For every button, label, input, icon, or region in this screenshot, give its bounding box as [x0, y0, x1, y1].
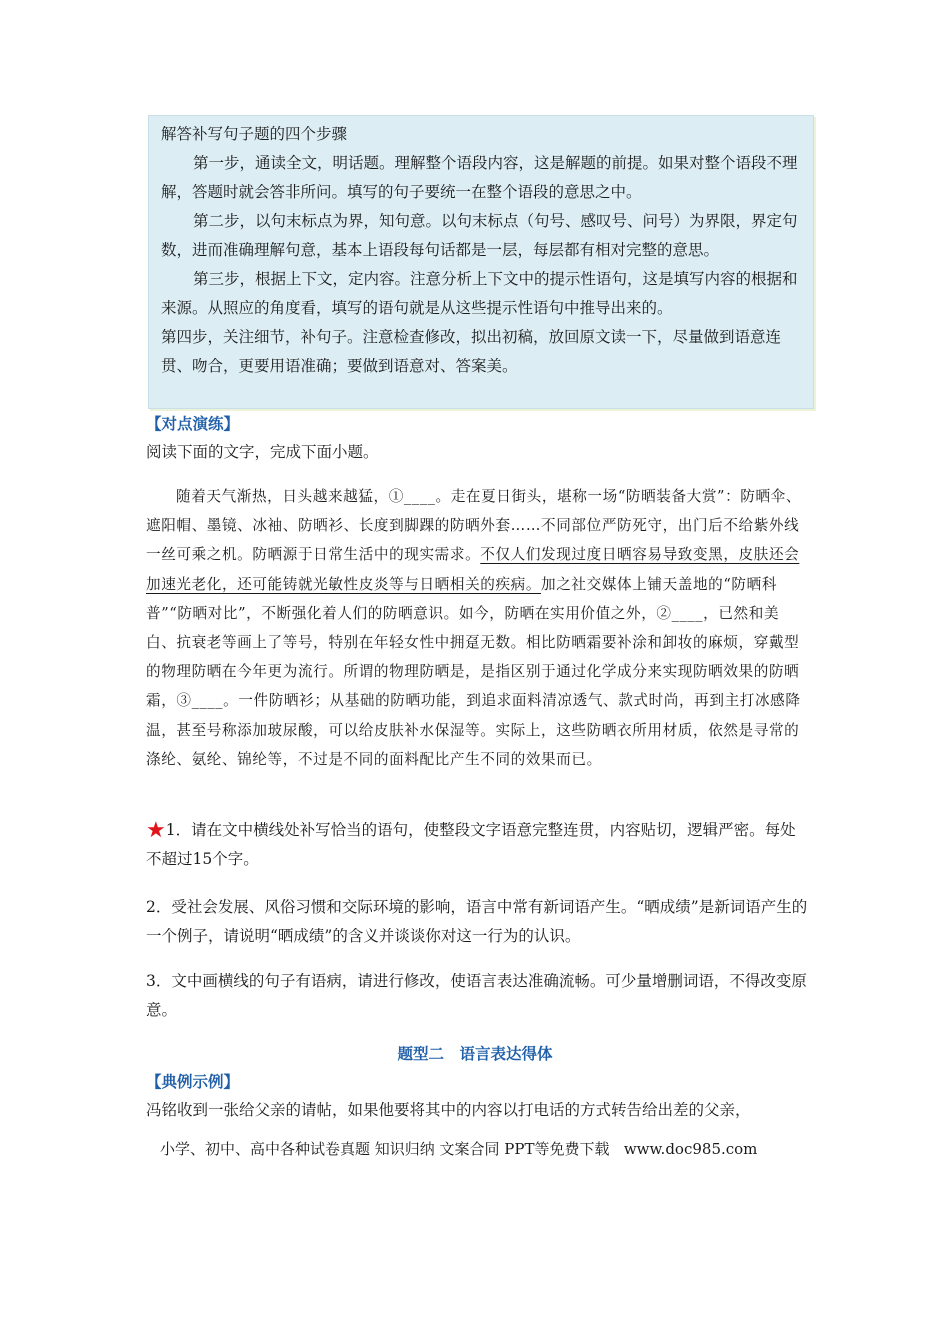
- passage-text-1: 随着天气渐热，日头越来越猛，①____。走在夏日街头，堪称一场“防晒装备大赏”：防晒伞、遮阳帽、墨镜、冰袖、防晒衫、长度到脚踝的防晒外套……不同部位严防死守，出门后不给紫外线一丝可乘之机。防晒源于日常生活中的现实需求。: [146, 488, 802, 564]
- reading-passage: [146, 482, 806, 774]
- tips-title: 解答补写句子题的四个步骤: [161, 125, 348, 143]
- tips-step-4: 第四步，关注细节，补句子。注意检查修改，拟出初稿，放回原文读一下，尽量做到语意连贯、吻合，更要用语准确；要做到语意对、答案美。: [161, 328, 782, 375]
- tips-step-2: 第二步，以句末标点为界，知句意。以句末标点（句号、感叹号、问号）为界限，界定句数，进而准确理解句意，基本上语段每句话都是一层，每层都有相对完整的意思。: [161, 212, 798, 259]
- question-2: 2．受社会发展、风俗习惯和交际环境的影响，语言中常有新词语产生。“晒成绩”是新词语产生的一个例子，请说明“晒成绩”的含义并谈谈你对这一行为的认识。: [146, 898, 808, 945]
- footer-url[interactable]: www.doc985.com: [623, 1140, 758, 1158]
- tips-box: [148, 115, 814, 409]
- practice-heading: 【对点演练】: [146, 415, 240, 433]
- tips-step-3: 第三步，根据上下文，定内容。注意分析上下文中的提示性语句，这是填写内容的根据和来源。从照应的角度看，填写的语句就是从这些提示性语句中推导出来的。: [161, 270, 798, 317]
- star-icon: ★: [146, 818, 166, 843]
- question-1-text: 1．请在文中横线处补写恰当的语句，使整段文字语意完整连贯，内容贴切，逻辑严密。每处不超过15个字。: [146, 821, 796, 868]
- section-title: 题型二 语言表达得体: [397, 1045, 553, 1063]
- underlined-sentence: 不仅人们发现过度日晒容易导致变黑，皮肤还会加速光老化，还可能铸就光敏性皮炎等与日晒相关的疾病。: [146, 546, 800, 593]
- example-text: 冯铭收到一张给父亲的请帖，如果他要将其中的内容以打电话的方式转告给出差的父亲，: [146, 1101, 751, 1119]
- passage-text-2: 加之社交媒体上铺天盖地的“防晒科普”“防晒对比”，不断强化着人们的防晒意识。如今，防晒在实用价值之外，②____，已然和美白、抗衰老等画上了等号，特别在年轻女性中拥趸无数。相比防晒霜要补涂和卸妆的麻烦，穿戴型的物理防晒在今年更为流行。所谓的物理防晒是，是指区别于通过化学成分来实现防晒效果的防晒霜，③____。一件防晒衫；从基础的防晒功能，到追求面料清凉透气、款式时尚，再到主打冰感降温，甚至号称添加玻尿酸，可以给皮肤补水保湿等。实际上，这些防晒衣所用材质，依然是寻常的涤纶、氨纶、锦纶等，不过是不同的面料配比产生不同的效果而已。: [146, 575, 801, 768]
- footer: [160, 1138, 757, 1159]
- question-3: 3．文中画横线的句子有语病，请进行修改，使语言表达准确流畅。可少量增删词语，不得改变原意。: [146, 972, 807, 1019]
- practice-instruction: 阅读下面的文字，完成下面小题。: [146, 443, 379, 461]
- example-heading: 【典例示例】: [146, 1073, 240, 1091]
- footer-text: 小学、初中、高中各种试卷真题 知识归纳 文案合同 PPT等免费下载: [160, 1140, 610, 1158]
- tips-step-1: 第一步，通读全文，明话题。理解整个语段内容，这是解题的前提。如果对整个语段不理解，答题时就会答非所问。填写的句子要统一在整个语段的意思之中。: [161, 154, 798, 201]
- question-1: [146, 816, 811, 874]
